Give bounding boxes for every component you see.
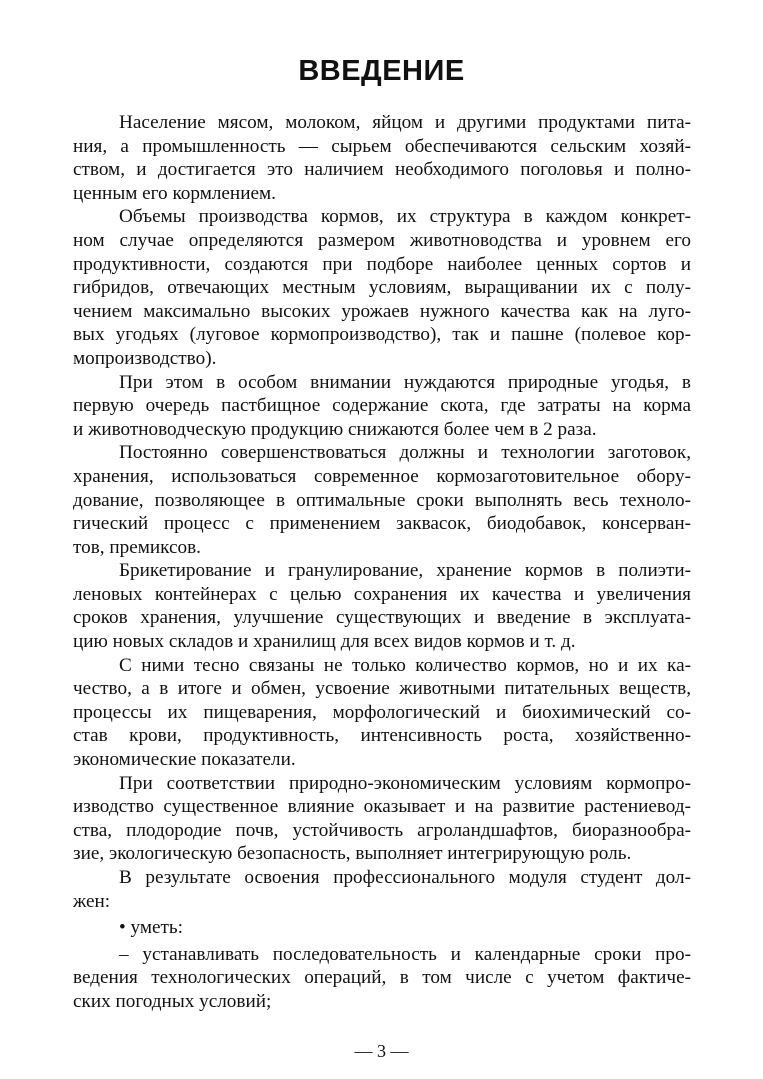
page-title: ВВЕДЕНИЕ (298, 55, 465, 87)
text-line: сроков хранения, улучшение существующих и введение в эксплуата- (73, 607, 691, 629)
text-line: изводство существенное влияние оказывает и на развитие растениевод- (73, 796, 691, 818)
text-line: хранения, использоваться современное кормозаготовительное обору- (73, 465, 691, 487)
page-number: — 3 — (354, 1041, 409, 1061)
text-line: леновых контейнерах с целью сохранения их качества и увеличения (73, 583, 691, 605)
text-line: цию новых складов и хранилищ для всех видов кормов и т. д. (73, 631, 576, 653)
text-line: дование, позволяющее в оптимальные сроки выполнять весь техноло- (73, 489, 691, 511)
paragraph-6 (73, 654, 691, 772)
paragraph-4 (73, 441, 691, 559)
dash-list-item (73, 943, 691, 1014)
text-line: гический процесс с применением заквасок, биодобавок, консерван- (73, 513, 691, 535)
text-line: ном случае определяются размером животноводства и уровнем его (73, 229, 691, 251)
text-line: экономические показатели. (73, 749, 296, 771)
text-line: Постоянно совершенствоваться должны и технологии заготовок, (119, 442, 691, 464)
text-line: При этом в особом внимании нуждаются природные угодья, в (119, 371, 691, 393)
text-line: ством, и достигается это наличием необходимого поголовья и полно- (73, 159, 691, 181)
body-text (73, 111, 691, 1014)
text-line: ства, плодородие почв, устойчивость агроландшафтов, биоразнообра- (73, 819, 691, 841)
paragraph-3 (73, 371, 691, 442)
text-line: ских погодных условий; (73, 990, 272, 1012)
text-line: Объемы производства кормов, их структура в каждом конкрет- (119, 206, 691, 228)
text-line: чество, а в итоге и обмен, усвоение животными питательных веществ, (73, 678, 691, 700)
text-line: вых угодьях (луговое кормопроизводство), так и пашне (полевое кор- (73, 324, 691, 346)
paragraph-2 (73, 205, 691, 370)
text-line: первую очередь пастбищное содержание скота, где затраты на корма (73, 395, 691, 417)
text-line: Брикетирование и гранулирование, хранение кормов в полиэти- (119, 560, 691, 582)
text-line: процессы их пищеварения, морфологический и биохимический со- (73, 701, 691, 723)
text-line: гибридов, отвечающих местным условиям, выращивании их с полу- (73, 277, 691, 299)
text-line: тов, премиксов. (73, 536, 201, 558)
text-line: став крови, продуктивность, интенсивность роста, хозяйственно- (73, 725, 691, 747)
bullet-heading (73, 916, 691, 940)
text-line: – устанавливать последовательность и календарные сроки про- (119, 943, 691, 965)
list-item: • уметь: (119, 917, 183, 939)
text-line: чением максимально высоких урожаев нужного качества как на луго- (73, 300, 691, 322)
text-line: С ними тесно связаны не только количество кормов, но и их ка- (119, 654, 691, 676)
text-line: ведения технологических операций, в том числе с учетом фактиче- (73, 967, 691, 989)
text-line: ценным его кормлением. (73, 182, 276, 204)
text-line: мопроизводство). (73, 347, 217, 369)
text-line: и животноводческую продукцию снижаются более чем в 2 раза. (73, 418, 597, 440)
text-line: При соответствии природно-экономическим условиям кормопро- (119, 772, 691, 794)
paragraph-7 (73, 772, 691, 866)
text-line: В результате освоения профессионального модуля студент дол- (119, 867, 691, 888)
text-line: зие, экологическую безопасность, выполняет интегрирующую роль. (73, 843, 632, 865)
paragraph-5 (73, 559, 691, 653)
paragraph-8 (73, 866, 691, 913)
text-line: ния, а промышленность — сырьем обеспечиваются сельским хозяй- (73, 135, 691, 157)
paragraph-1 (73, 111, 691, 205)
text-line: продуктивности, создаются при подборе наиболее ценных сортов и (73, 253, 691, 275)
text-line: жен: (73, 890, 111, 912)
text-line: Население мясом, молоком, яйцом и другими продуктами пита- (119, 112, 691, 133)
